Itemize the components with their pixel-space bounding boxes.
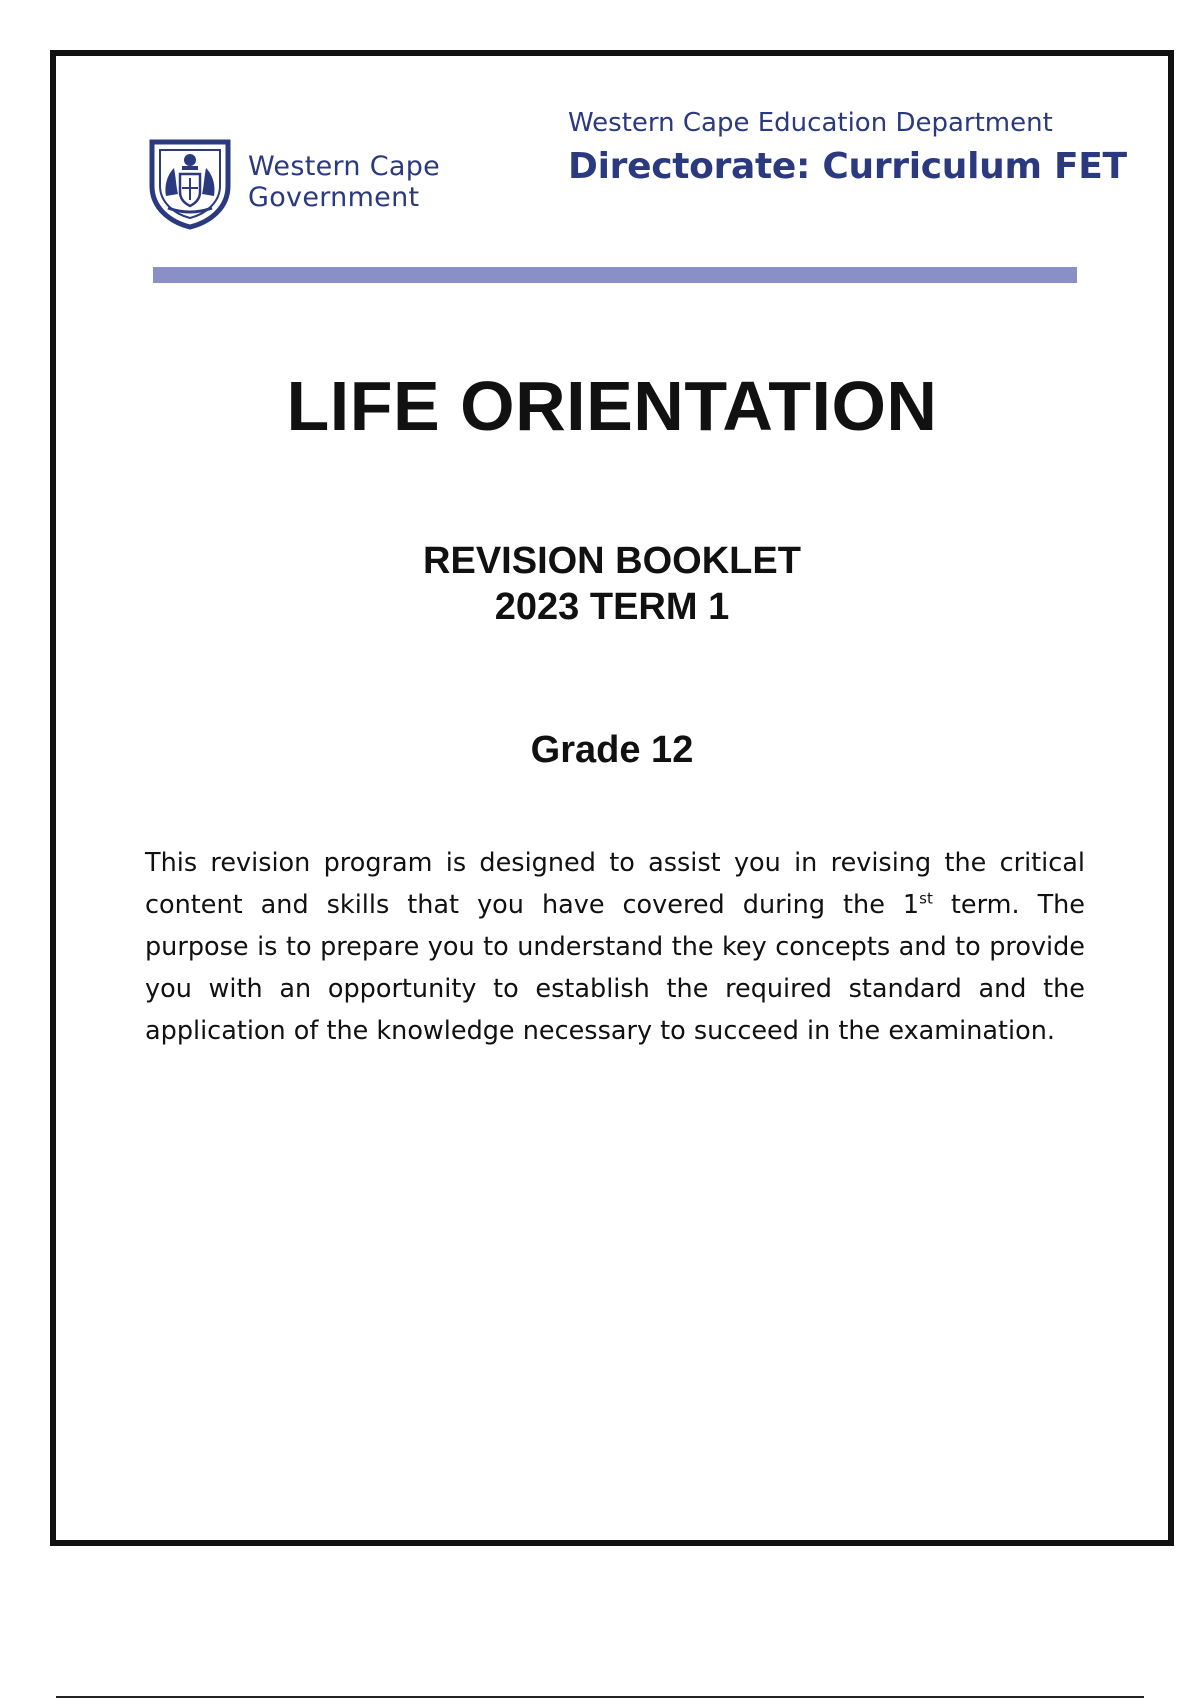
logo-line-1: Western Cape bbox=[248, 151, 441, 182]
logo-wordmark bbox=[248, 151, 440, 213]
subtitle-line-2: 2023 TERM 1 bbox=[494, 586, 730, 628]
logo-line-2: Government bbox=[248, 182, 420, 213]
department-name: Western Cape Education Department bbox=[568, 108, 1053, 138]
intro-text-start: This revision program is designed to assist you in revising the critical content and skills that you have covered during the 1 bbox=[145, 848, 1085, 920]
intro-text-end: term. The purpose is to prepare you to understand the key concepts and to provide you with an opportunity to establish the required standard and the application of the knowledge necessary to succeed in the examination. bbox=[145, 890, 1086, 1046]
subtitle-line-1: REVISION BOOKLET bbox=[423, 540, 801, 582]
intro-superscript: st bbox=[919, 889, 933, 908]
header-divider bbox=[153, 267, 1077, 283]
coat-of-arms-icon bbox=[144, 134, 236, 230]
directorate-name: Directorate: Curriculum FET bbox=[568, 146, 1127, 187]
document-title: LIFE ORIENTATION bbox=[286, 367, 938, 445]
grade-label: Grade 12 bbox=[530, 729, 694, 771]
bottom-divider bbox=[56, 1696, 1144, 1698]
page-frame bbox=[50, 50, 1174, 1546]
government-logo bbox=[144, 134, 440, 230]
department-heading bbox=[568, 106, 1148, 190]
document-subtitle bbox=[56, 538, 1168, 630]
intro-paragraph bbox=[145, 842, 1085, 1052]
